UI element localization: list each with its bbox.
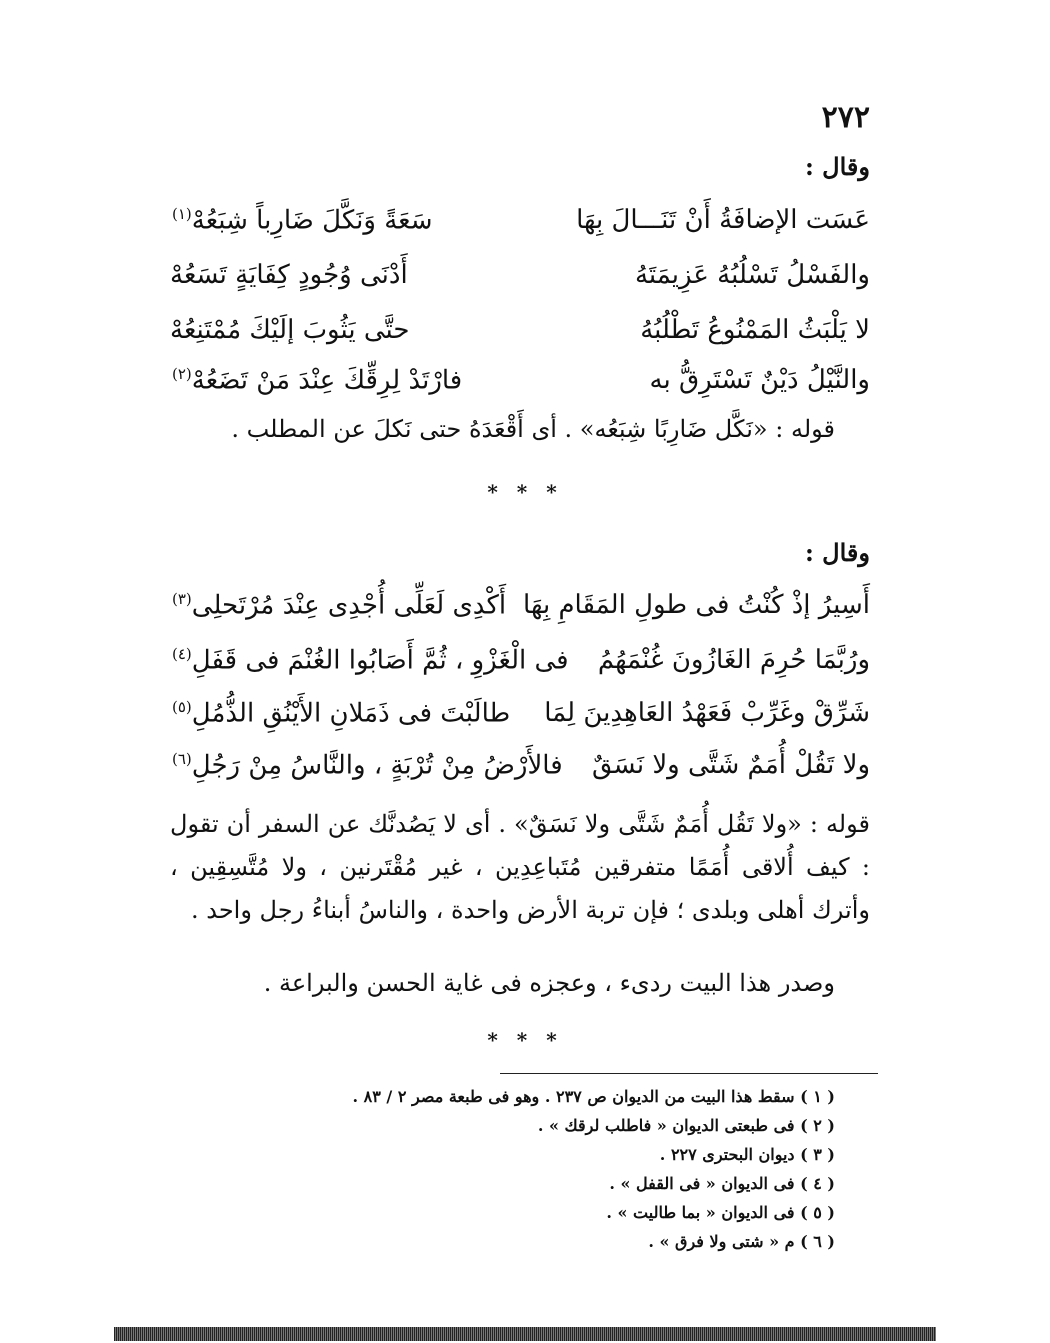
footnote: ( ٥ ) فى الديوان « بما طاليت » . [606,1203,835,1222]
verse-second-hemistich: طالَبْتَ فى ذَمَلانِ الأَيْنُقِ الذُّمُلِ$^{(٥)}$ [172,697,511,729]
section1-intro: وقال : [804,152,870,181]
verse-second-hemistich: فالأَرْضُ مِنْ تُرْبَةٍ ، والنَّاسُ مِنْ رَجُلِ$^{(٦)}$ [172,749,563,781]
footnote-marker: (٣) [172,589,192,608]
verse-first-hemistich: والفَسْلُ تَسْلُبُهُ عَزِيمَتَهُ [634,260,870,290]
verse-second-hemistich: حتَّى يَثُوبَ إلَيْكَ مُمْتَنِعُهْ [170,315,410,345]
verse-first-hemistich: لا يَلْبَثُ المَمْنُوعُ تَطْلُبُهُ [640,315,870,345]
section-divider: * * * [487,480,563,504]
footnote: ( ٢ ) فى طبعتى الديوان « فاطلب لرقك » . [537,1116,835,1135]
verse-line [170,305,870,355]
footnotes [353,1082,835,1256]
footnote: ( ١ ) سقط هذا البيت من الديوان ص ٢٣٧ . وهو فى طبعة مصر ٢ / ٨٣ . [352,1087,835,1106]
commentary-note: وصدر هذا البيت ردىء ، وعجزه فى غاية الحسن والبراعة . [263,969,835,997]
verse-second-hemistich: فى الْغَزْوِ ، ثُمَّ أَصَابُوا الغُنْمَ فى قَفَلِ$^{(٤)}$ [172,644,569,676]
verse-second-hemistich: فارْتَدْ لِرِقِّكَ عِنْدَ مَنْ تَضَعُهْ$^{(٢)}$ [172,364,463,396]
verse-line [170,580,870,630]
footnote-marker: (٢) [172,364,192,383]
section2-intro: وقال : [804,538,870,567]
footnote-marker: (٤) [172,644,192,663]
verse-line [170,740,870,790]
verse-first-hemistich: ورُبَّمَا حُرِمَ الغَازُونَ غُنْمَهُمُ [597,645,870,675]
scan-speck [186,524,226,538]
verse-first-hemistich: والنَّيْلُ دَيْنٌ تَسْتَرِقُّ به [649,365,870,395]
verse-line [170,195,870,245]
verse-line [170,635,870,685]
verse-line [170,688,870,738]
footnote: ( ٤ ) فى الديوان « فى القفل » . [609,1174,835,1193]
verse-first-hemistich: أَسِيرُ إذْ كُنْتُ فى طولِ المَقَامِ بِهَا [523,590,870,620]
verse-first-hemistich: ولا تَقُلْ أُمَمٌ شَتَّى ولا نَسَقٌ [591,750,870,780]
verse-second-hemistich: أَدْنَى وُجُودٍ كِفَايَةٍ تَسَعُهْ [170,260,408,290]
verse-first-hemistich: عَسَت الإضافَةُ أَنْ تَنَـــالَ بِهَا [576,205,870,235]
verse-first-hemistich: شَرِّقْ وغَرِّبْ فَعَهْدُ العَاهِدِينَ لِمَا [544,698,870,728]
commentary: قوله : «نَكَّل ضَارِبًا شِبَعُه» . أى أَقْعَدَهُ حتى نَكلَ عن المطلب . [231,415,835,443]
footnote: ( ٦ ) م « شتى ولا فرق » . [648,1232,835,1251]
page-number: ٢٧٢ [821,100,870,135]
footnote-marker: (١) [172,204,192,223]
verse-line [170,250,870,300]
verse-line [170,355,870,405]
section-divider: * * * [487,1028,563,1052]
verse-second-hemistich: سَعَةً وَنَكَّلَ ضَارِباً شِبَعُهْ$^{(١)}$ [172,204,433,236]
footnote: ( ٣ ) ديوان البحترى ٢٢٧ . [659,1145,835,1164]
verse-second-hemistich: أَكْدِى لَعَلِّى أُجْدِى عِنْدَ مُرْتَحلِى$^{(٣)}$ [172,589,507,621]
commentary: قوله : «ولا تَقُل أُمَمٌ شَتَّى ولا نَسَقٌ» . أى لا يَصُدنَّك عن السفر أن تقول : كيف أُلاقى أُمَمًا متفرقين مُتَباعِدِين ، غير مُقْتَرنين ، ولا مُتَّسِقِين ، وأترك أهلى وبلدى ؛ فإن تربة الأرض واحدة ، والناسُ أبناءُ رجل واحد . [170,810,870,924]
footnote-marker: (٥) [172,697,192,716]
footnote-marker: (٦) [172,749,192,768]
footnote-rule [500,1073,878,1074]
page-bottom-edge [114,1327,936,1341]
